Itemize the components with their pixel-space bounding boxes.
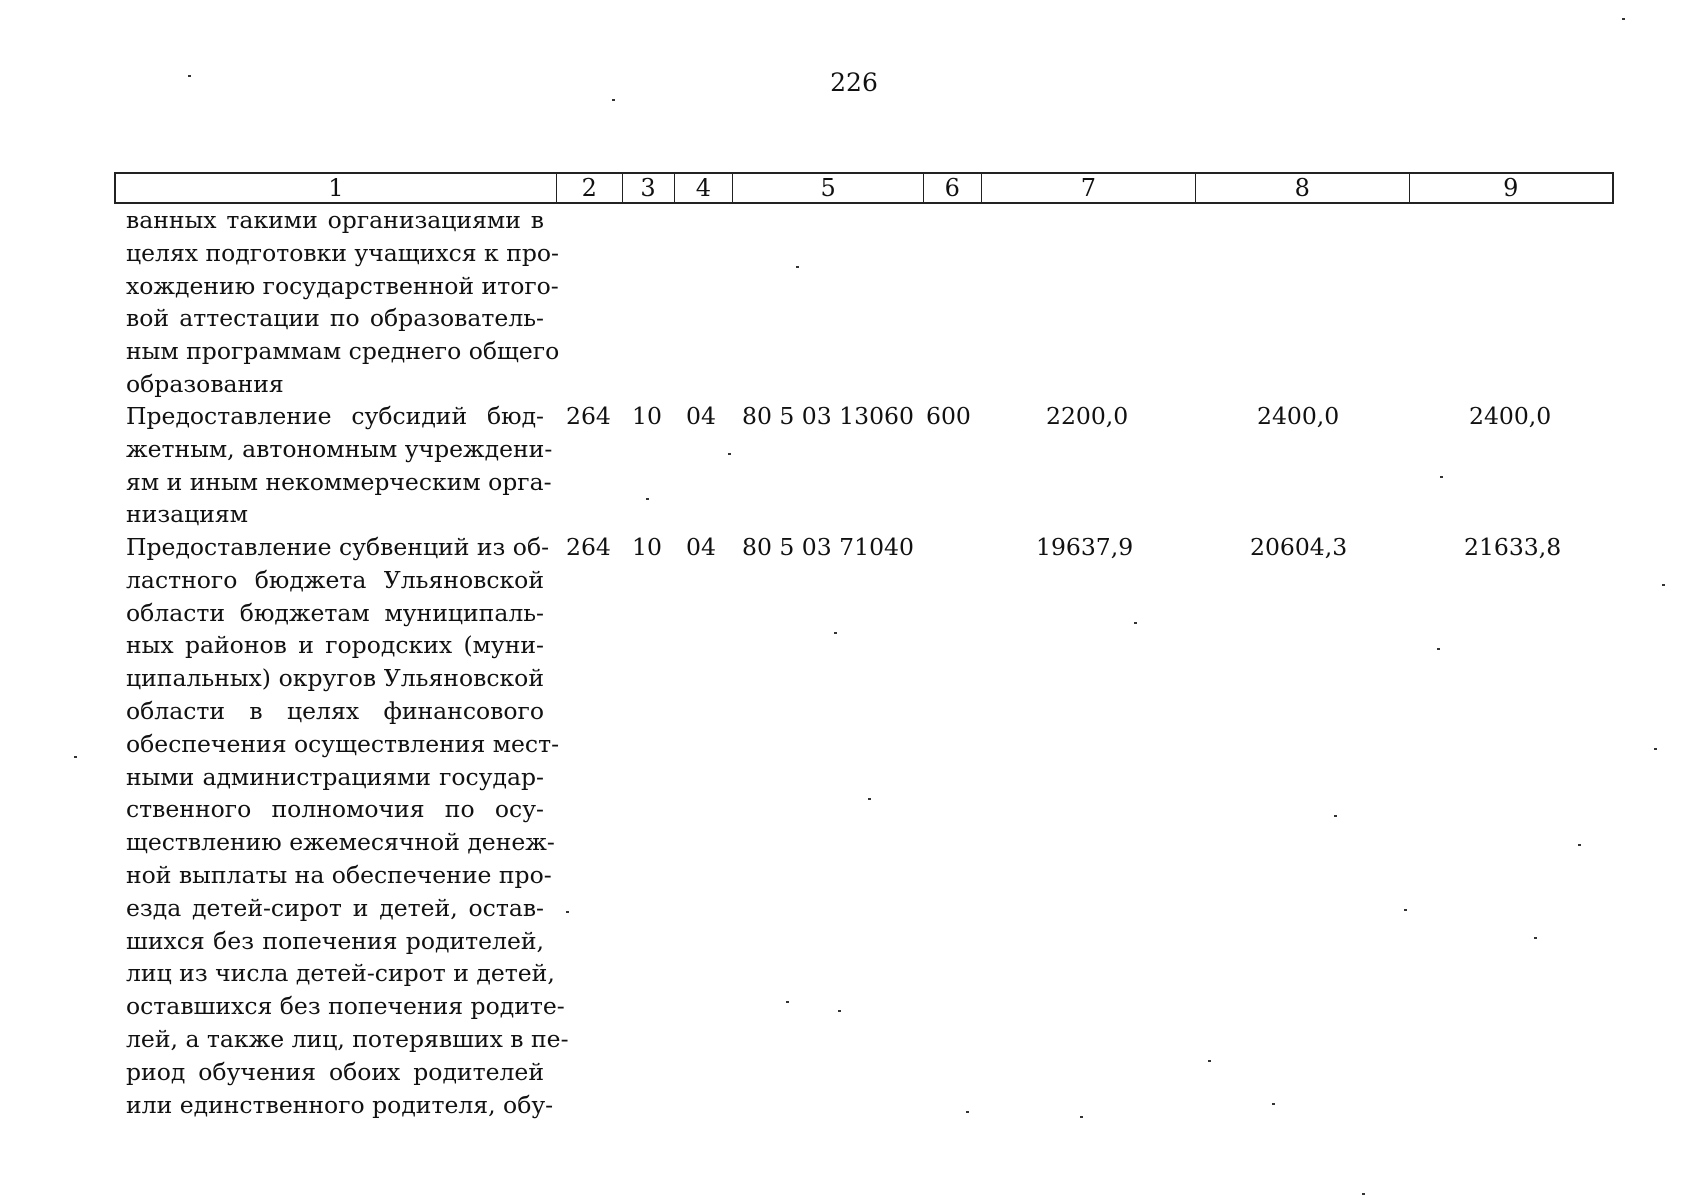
description-line: жетным, автономным учреждени-	[126, 434, 553, 463]
header-col-4: 4	[675, 174, 734, 202]
description-line: лиц из числа детей-сирот и детей,	[126, 959, 555, 988]
header-col-1: 1	[116, 174, 557, 202]
description-line: вой аттестации по образователь-	[126, 304, 544, 333]
page-number: 226	[830, 68, 878, 97]
description-line: ластного бюджета Ульяновской	[126, 565, 544, 594]
scan-speck	[868, 798, 871, 800]
cell-col-2: 264	[566, 533, 611, 561]
header-col-7: 7	[982, 174, 1196, 202]
description-line: Предоставление субвенций из об-	[126, 533, 550, 561]
table-header-row	[114, 172, 1614, 204]
description-line: области бюджетам муниципаль-	[126, 598, 544, 627]
header-col-2: 2	[557, 174, 623, 202]
description-line: ям и иным некоммерческим орга-	[126, 467, 552, 496]
row-description	[126, 400, 553, 531]
row-description	[126, 204, 560, 401]
cell-col-9: 2400,0	[1469, 402, 1552, 430]
description-line: ными администрациями государ-	[126, 762, 544, 791]
scan-speck	[786, 1001, 789, 1003]
scan-speck	[966, 1111, 969, 1113]
cell-col-9: 21633,8	[1464, 533, 1562, 561]
description-line: лей, а также лиц, потерявших в пе-	[126, 1024, 569, 1053]
header-col-6: 6	[924, 174, 982, 202]
scan-speck	[1272, 1103, 1275, 1105]
description-line: ственного полномочия по осу-	[126, 795, 544, 824]
scan-speck	[796, 266, 799, 268]
scan-speck	[188, 75, 191, 77]
cell-col-3: 10	[632, 533, 662, 561]
row-description	[126, 531, 569, 1121]
description-line: области в целях финансового	[126, 696, 544, 725]
description-line: образования	[126, 369, 284, 398]
scan-speck	[1662, 584, 1665, 586]
description-line: шихся без попечения родителей,	[126, 926, 544, 955]
cell-col-2: 264	[566, 402, 611, 430]
cell-col-4: 04	[686, 402, 716, 430]
scan-speck	[834, 632, 837, 634]
scan-speck	[838, 1010, 841, 1012]
scan-speck	[1578, 844, 1581, 846]
scan-speck	[1534, 937, 1537, 939]
scan-speck	[1622, 18, 1625, 20]
scan-speck	[1437, 648, 1440, 650]
cell-col-3: 10	[632, 402, 662, 430]
description-line: ной выплаты на обеспечение про-	[126, 860, 552, 889]
description-line: ципальных) округов Ульяновской	[126, 664, 544, 693]
description-line: риод обучения обоих родителей	[126, 1057, 544, 1086]
cell-col-5: 80 5 03 71040	[742, 533, 914, 561]
header-col-9: 9	[1503, 174, 1519, 202]
scan-speck	[1440, 476, 1443, 478]
cell-col-8: 20604,3	[1250, 533, 1348, 561]
description-line: низациям	[126, 500, 249, 529]
scan-speck	[74, 756, 77, 758]
scan-speck	[1208, 1060, 1211, 1062]
scan-speck	[1080, 1116, 1083, 1118]
description-line: обеспечения осуществления мест-	[126, 729, 560, 758]
scan-speck	[566, 911, 569, 913]
header-col-5: 5	[733, 174, 923, 202]
description-line: хождению государственной итого-	[126, 271, 559, 300]
description-line: езда детей-сирот и детей, остав-	[126, 893, 544, 922]
cell-col-6: 600	[926, 402, 971, 430]
cell-col-4: 04	[686, 533, 716, 561]
description-line: ществлению ежемесячной денеж-	[126, 828, 555, 857]
header-col-8: 8	[1196, 174, 1409, 202]
scan-speck	[1654, 748, 1657, 750]
scan-speck	[612, 99, 615, 101]
description-line: ным программам среднего общего	[126, 337, 560, 366]
description-line: Предоставление субсидий бюд-	[126, 402, 544, 430]
description-line: или единственного родителя, обу-	[126, 1090, 554, 1119]
description-line: ванных такими организациями в	[126, 206, 544, 234]
description-line: ных районов и городских (муни-	[126, 631, 544, 660]
scan-speck	[1134, 622, 1137, 624]
scan-speck	[1334, 815, 1337, 817]
cell-col-5: 80 5 03 13060	[742, 402, 914, 430]
scan-speck	[1362, 1193, 1365, 1195]
description-line: целях подготовки учащихся к про-	[126, 238, 559, 267]
header-col-3: 3	[623, 174, 675, 202]
scan-speck	[646, 498, 649, 500]
description-line: оставшихся без попечения родите-	[126, 992, 565, 1021]
scan-speck	[1404, 909, 1407, 911]
scan-speck	[728, 453, 731, 455]
cell-col-7: 2200,0	[1046, 402, 1129, 430]
cell-col-8: 2400,0	[1257, 402, 1340, 430]
cell-col-7: 19637,9	[1036, 533, 1134, 561]
